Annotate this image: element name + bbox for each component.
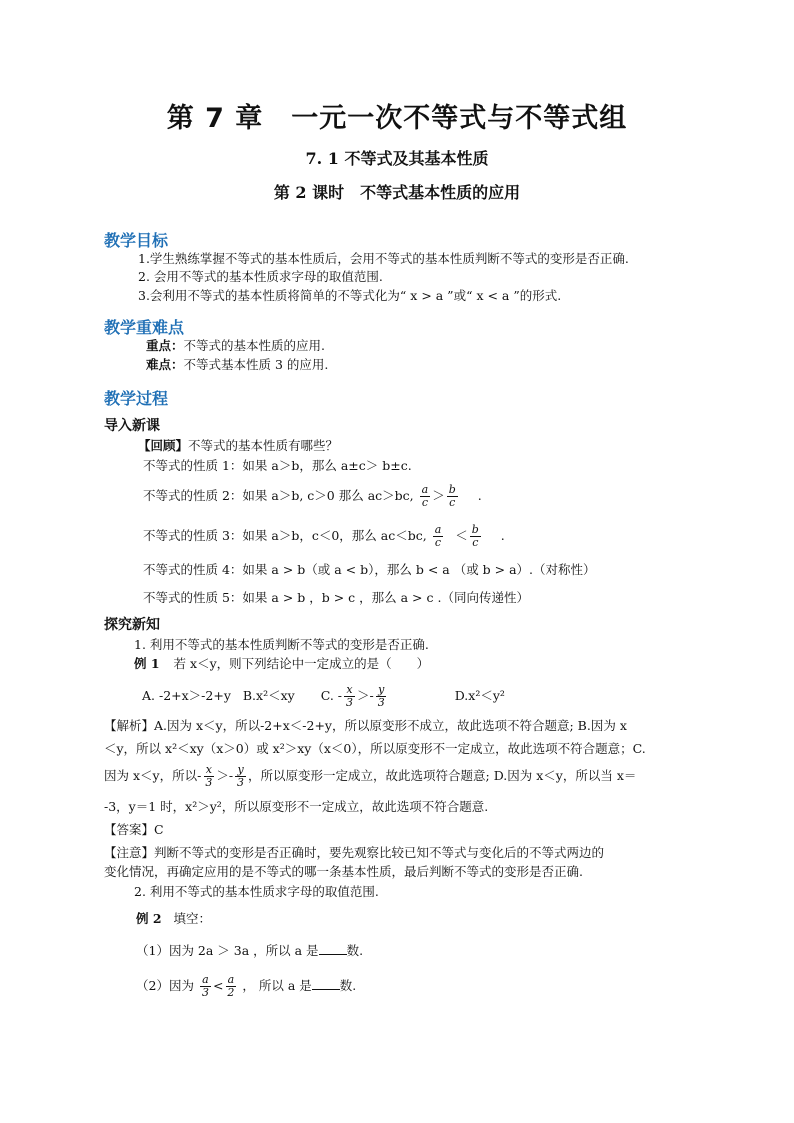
- relation-symbol: ＜: [455, 528, 468, 543]
- example-2-question-1: [136, 942, 363, 959]
- fraction-b-over-c: [447, 484, 458, 509]
- property-2-end: .: [477, 488, 482, 503]
- question-1-text: （1）因为 2a ＞ 3a ，所以 a 是: [136, 943, 319, 958]
- example-2: [136, 911, 211, 927]
- property-4: 不等式的性质 4：如果 a > b（或 a < b），那么 b < a （或 b > a）.（对称性）: [143, 562, 596, 577]
- example-1-options: [142, 682, 505, 710]
- analysis-line-4: -3，y＝1 时，x²＞y²，所以原变形不一定成立，故此选项不符合题意.: [104, 799, 489, 814]
- fraction-numerator: b: [471, 523, 479, 536]
- goal-item-1: 1.学生熟练掌握不等式的基本性质后，会用不等式的基本性质判断不等式的变形是否正确.: [138, 251, 629, 266]
- note-line-2: 变化情况，再确定应用的是不等式的哪一条基本性质，最后判断不等式的变形是否正确.: [104, 864, 583, 879]
- option-c-mid: ＞-: [357, 688, 374, 703]
- fraction-numerator: y: [378, 683, 385, 696]
- analysis-line-1: 【解析】A.因为 x＜y，所以-2+x＜-2+y，所以原变形不成立，故此选项不符合题意; B.因为 x: [104, 718, 627, 733]
- example-2-question-2: [136, 972, 356, 1000]
- fraction-numerator: y: [237, 763, 244, 776]
- fraction-denominator: 3: [205, 776, 213, 789]
- fraction-a-over-3: [200, 974, 211, 999]
- fraction-denominator: c: [421, 496, 428, 509]
- example-1-label: 例 1: [134, 656, 160, 671]
- fraction-denominator: 3: [201, 986, 209, 999]
- analysis-line-3: [104, 762, 636, 790]
- fraction-a-over-c: [420, 484, 431, 509]
- fraction-denominator: 3: [346, 696, 353, 709]
- keypoints-heading: 教学重难点: [104, 318, 185, 337]
- option-b: B.x²＜xy: [242, 688, 295, 703]
- property-2-text: 不等式的性质 2：如果 a＞b, c＞0 那么 ac＞bc,: [143, 488, 414, 503]
- property-3-text: 不等式的性质 3：如果 a＞b，c＜0，那么 ac＜bc,: [143, 528, 427, 543]
- key-label: 重点：: [146, 338, 184, 353]
- fraction-denominator: 3: [237, 776, 245, 789]
- fraction-numerator: b: [448, 483, 456, 496]
- option-c: [320, 683, 389, 709]
- intro-heading: 导入新课: [104, 418, 160, 434]
- option-a: A. -2+x＞-2+y: [142, 688, 231, 703]
- explore-item-1: 1. 利用不等式的基本性质判断不等式的变形是否正确.: [134, 637, 429, 652]
- question-2-mid: ， 所以 a 是: [242, 978, 312, 993]
- key-point: [146, 338, 325, 354]
- answer-blank-2[interactable]: [312, 977, 340, 990]
- analysis-3-pre: 因为 x＜y，所以-: [104, 768, 202, 783]
- fraction-denominator: 2: [227, 986, 235, 999]
- fraction-denominator: c: [449, 496, 456, 509]
- fraction-numerator: a: [202, 973, 209, 986]
- example-2-text: 填空：: [173, 911, 212, 926]
- hard-text: 不等式基本性质 3 的应用.: [183, 357, 329, 372]
- property-3: [143, 522, 505, 550]
- fraction-y-over-3: [235, 764, 246, 789]
- fraction-a-over-c: [433, 524, 444, 549]
- process-heading: 教学过程: [104, 389, 169, 408]
- example-1-text: 若 x＜y，则下列结论中一定成立的是（ ）: [173, 656, 430, 671]
- fraction-denominator: 3: [377, 696, 385, 709]
- fraction-numerator: a: [421, 483, 429, 496]
- example-2-label: 例 2: [136, 911, 162, 926]
- goal-item-2: 2. 会用不等式的基本性质求字母的取值范围.: [138, 269, 383, 284]
- answer-blank-1[interactable]: [319, 942, 347, 955]
- property-1: 不等式的性质 1：如果 a＞b，那么 a±c＞ b±c.: [143, 458, 412, 473]
- property-2: [143, 482, 482, 510]
- fraction-x-over-3: [203, 764, 214, 789]
- goals-heading: 教学目标: [104, 231, 169, 250]
- hard-point: [146, 357, 328, 373]
- fraction-numerator: x: [346, 683, 353, 696]
- fraction-y-over-3: [376, 684, 387, 709]
- fraction-x-over-3: [344, 684, 355, 709]
- fraction-numerator: a: [227, 973, 235, 986]
- goal-item-3: 3.会利用不等式的基本性质将简单的不等式化为“ x > a ”或“ x < a ”的形式.: [138, 288, 562, 303]
- question-2-pre: （2）因为: [136, 978, 194, 993]
- answer: 【答案】C: [104, 822, 164, 837]
- explore-item-2: 2. 利用不等式的基本性质求字母的取值范围.: [134, 884, 379, 899]
- section-title: 7. 1 不等式及其基本性质: [305, 149, 489, 168]
- fraction-denominator: c: [472, 536, 479, 549]
- question-1-post: 数.: [346, 943, 364, 958]
- relation-symbol: ＞: [432, 488, 445, 503]
- fraction-a-over-2: [225, 974, 236, 999]
- chapter-title: 第 7 章 一元一次不等式与不等式组: [166, 103, 628, 134]
- hard-label: 难点：: [146, 357, 184, 372]
- fraction-denominator: c: [434, 536, 442, 549]
- fraction-numerator: a: [434, 523, 442, 536]
- review-text: 不等式的基本性质有哪些？: [188, 438, 339, 453]
- relation-symbol: <: [212, 978, 224, 993]
- analysis-3-post: ，所以原变形一定成立，故此选项符合题意; D.因为 x＜y，所以当 x＝: [248, 768, 637, 783]
- review-line: [138, 438, 338, 454]
- lesson-title: 第 2 课时 不等式基本性质的应用: [273, 183, 521, 202]
- explore-heading: 探究新知: [104, 617, 160, 633]
- analysis-line-2: ＜y，所以 x²＜xy（x＞0）或 x²＞xy（x＜0），所以原变形不一定成立，故此选项不符合题意；C.: [104, 741, 646, 756]
- review-label: 【回顾】: [138, 438, 189, 453]
- question-2-post: 数.: [339, 978, 357, 993]
- analysis-3-mid: ＞-: [216, 768, 234, 783]
- option-d: D.x²＜y²: [454, 688, 505, 703]
- property-3-end: .: [500, 528, 505, 543]
- example-1: [134, 656, 429, 672]
- option-c-pre: C. -: [320, 688, 342, 703]
- fraction-b-over-c: [470, 524, 481, 549]
- key-text: 不等式的基本性质的应用.: [183, 338, 325, 353]
- note-line-1: 【注意】判断不等式的变形是否正确时，要先观察比较已知不等式与变化后的不等式两边的: [104, 845, 605, 860]
- property-5: 不等式的性质 5：如果 a > b ，b > c ，那么 a > c .（同向传递性）: [143, 590, 529, 605]
- fraction-numerator: x: [205, 763, 212, 776]
